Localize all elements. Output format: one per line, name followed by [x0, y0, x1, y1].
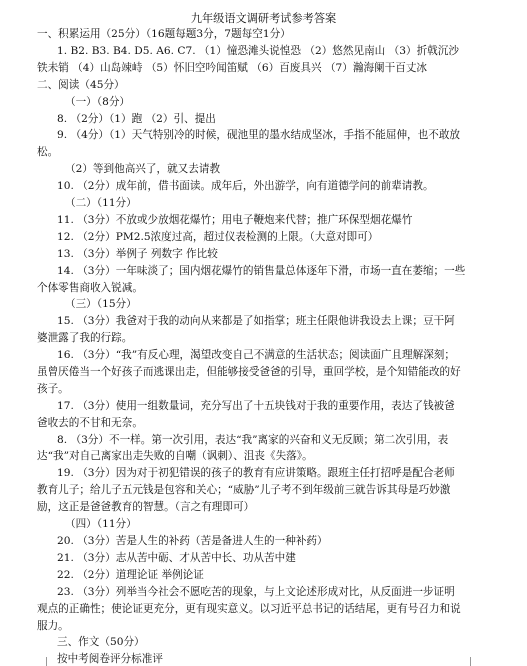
document-title: 九年级语文调研考试参考答案: [190, 12, 337, 25]
answer-line: 20. （3分）苦是人生的补药（苦是备进人生的一种补药）: [57, 535, 328, 547]
answer-line: 13. （3分）举例子 列数字 作比较: [57, 248, 218, 260]
answer-line: 8. （2分）（1）跑 （2）引、提出: [57, 113, 216, 125]
answer-line: 爸收去的不甘和无奈。: [37, 417, 143, 429]
answer-line: 服力。: [37, 620, 69, 632]
answer-line: 15. （3分）我爸对于我的动向从来都是了如指掌；班主任限他讲我设去上课；豆干阿: [57, 315, 455, 327]
answer-line: 铁未销 （4）山岛竦峙 （5）怀旧空吟闻笛赋 （6）百废具兴 （7）瀚海阑干百丈冰: [37, 62, 428, 74]
answer-line: 虽曾厌倦当一个好孩子而逃课出走，但能够接受爸爸的引导，重回学校，是个知错能改的好: [37, 366, 461, 378]
answer-line: 19. （3分）因为对于初犯错误的孩子的教育有应讲策略。跟班主任打招呼是配合老师: [57, 467, 455, 479]
answer-line: 教育儿子；给儿子五元钱是包容和关心；“威胁”儿子考不到年级前三就告诉其母是巧妙激: [37, 484, 451, 496]
answer-line: 1. B2. B3. B4. D5. A6. C7. （1）憧恐滩头说惶恐 （2）悠然见南山 （3）折戟沉沙: [57, 45, 459, 57]
answer-line: 松。: [37, 146, 59, 158]
answer-line: 11. （3分）不放或少放烟花爆竹；用电子鞭炮来代替；推广环保型烟花爆竹: [57, 214, 413, 226]
page-corner-mark: [37, 657, 47, 666]
answer-line: 励，这正是爸爸教育的智慧。（言之有理即可）: [37, 501, 255, 513]
section-heading: 三、作文（50分）: [57, 636, 145, 648]
subsection-heading: （四）（11分）: [65, 518, 137, 530]
answer-line: 22. （2分）道理论证 举例论证: [57, 569, 204, 581]
answer-line: 9. （4分）（1）天气特别冷的时候，砚池里的墨水结成坚冰，手指不能屈伸，也不敢放: [57, 129, 461, 141]
subsection-heading: （二）（11分）: [65, 197, 137, 209]
page-corner-mark: [470, 657, 480, 666]
section-heading: 一、积累运用（25分）（16题每题3分，7题每空1分）: [37, 28, 291, 40]
answer-line: 按中考阅卷评分标准评: [57, 653, 163, 665]
answer-line: 14. （3分）一年味淡了；国内烟花爆竹的销售量总体逐年下滑，市场一直在萎缩；一些: [57, 265, 466, 277]
answer-line: 达“我”对自己离家出走失败的自嘲（讽刺）、沮丧《失落》。: [37, 450, 313, 462]
answer-line: 12. （2分）PM2.5浓度过高，超过仪表检测的上限。（大意对即可）: [57, 231, 379, 243]
answer-line: 10. （2分）成年前，借书面读。成年后，外出游学，向有道德学问的前辈请教。: [57, 180, 434, 192]
answer-line: 23. （3分）列举当今社会不愿吃苦的现象，与上文论述形成对比，从反面进一步证明: [57, 586, 455, 598]
answer-line: 孩子。: [37, 383, 69, 395]
subsection-heading: （一）（8分）: [65, 96, 131, 108]
answer-line: （2）等到他高兴了，就又去请教: [65, 163, 221, 175]
answer-line: 21. （3分）志从苦中砺、才从苦中长、功从苦中建: [57, 552, 296, 564]
answer-line: 婆泄露了我的行踪。: [37, 332, 133, 344]
answer-line: 16. （3分）“我”有反心理，渴望改变自己不满意的生活状态；阅读面广且理解深刻；: [57, 349, 455, 361]
answer-line: 个体零售商收入锐减。: [37, 282, 143, 294]
answer-line: 观点的正确性；使论证更充分，更有现实意义。以习近平总书记的话结尾，更有号召力和说: [37, 603, 461, 615]
section-heading: 二、阅读（45分）: [37, 79, 125, 91]
subsection-heading: （三）（15分）: [65, 298, 137, 310]
answer-line: 17. （3分）使用一组数量词，充分写出了十五块钱对于我的重要作用，表达了钱被爸: [57, 400, 455, 412]
answer-line: 8. （3分）不一样。第一次引用，表达“我”离家的兴奋和义无反顾；第二次引用，表: [57, 434, 449, 446]
